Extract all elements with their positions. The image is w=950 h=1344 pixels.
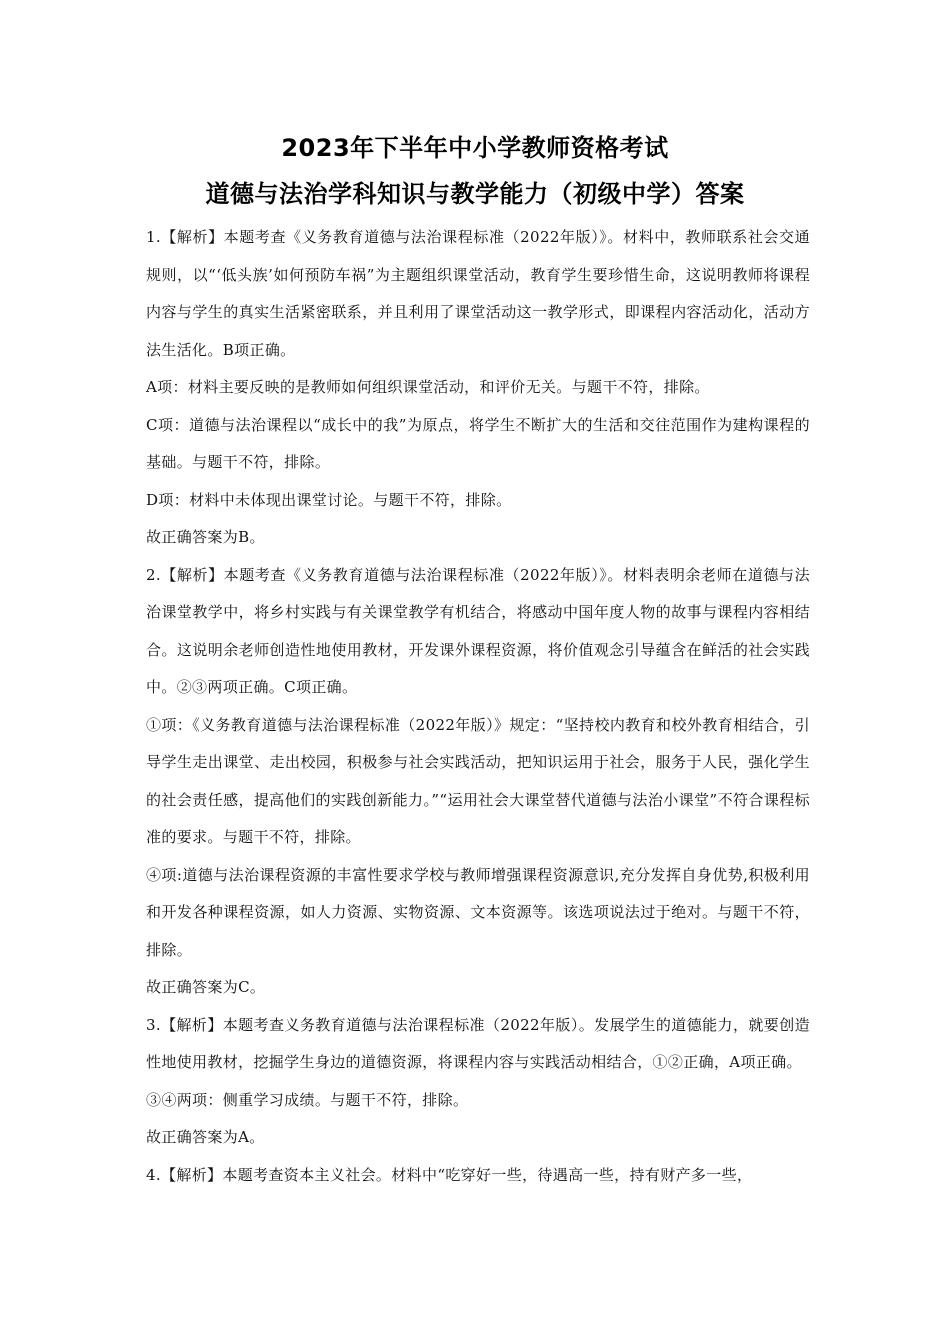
answer-2-analysis: 2.【解析】本题考查《义务教育道德与法治课程标准（2022年版）》。材料表明余老师在道德与法治课堂教学中，将乡村实践与有关课堂教学有机结合，将感动中国年度人物的故事与课程内容相结合。这说明余老师创造性地使用教材，开发课外课程资源，将价值观念引导蕴含在鲜活的社会实践中。②③两项正确。C项正确。	[146, 565, 810, 696]
document-title: 2023年下半年中小学教师资格考试	[281, 134, 669, 162]
answer-content	[146, 219, 810, 1194]
answer-3-items-3-4: ③④两项：侧重学习成绩。与题干不符，排除。	[146, 1090, 469, 1109]
answer-1-analysis: 1.【解析】本题考查《义务教育道德与法治课程标准（2022年版）》。材料中，教师联系社会交通规则，以“‘低头族’如何预防车祸”为主题组织课堂活动，教育学生要珍惜生命，这说明教师将课程内容与学生的真实生活紧密联系，并且利用了课堂活动这一教学形式，即课程内容活动化，活动方法生活化。B项正确。	[146, 228, 810, 359]
answer-2-item-4: ④项:道德与法治课程资源的丰富性要求学校与教师增强课程资源意识,充分发挥自身优势,积极利用和开发各种课程资源，如人力资源、实物资源、文本资源等。该选项说法过于绝对。与题干不符，排除。	[146, 865, 810, 959]
answer-2-conclusion: 故正确答案为C。	[146, 978, 266, 996]
answer-1-option-a: A项：材料主要反映的是教师如何组织课堂活动，和评价无关。与题干不符，排除。	[146, 378, 710, 396]
answer-3-analysis: 3.【解析】本题考查义务教育道德与法治课程标准（2022年版）。发展学生的道德能力，就要创造性地使用教材，挖掘学生身边的道德资源，将课程内容与实践活动相结合，①②正确，A项正确。	[146, 1015, 810, 1071]
answer-1-conclusion: 故正确答案为B。	[146, 528, 265, 546]
answer-3-conclusion: 故正确答案为A。	[146, 1128, 265, 1146]
answer-1-option-c: C项：道德与法治课程以“成长中的我”为原点，将学生不断扩大的生活和交往范围作为建构课程的基础。与题干不符，排除。	[146, 415, 810, 471]
answer-2-item-1: ①项：《义务教育道德与法治课程标准（2022年版）》规定：“坚持校内教育和校外教育相结合，引导学生走出课堂、走出校园，积极参与社会实践活动，把知识运用于社会，服务于人民，强化学生的社会责任感，提高他们的实践创新能力。”“运用社会大课堂替代道德与法治小课堂”不符合课程标准的要求。与题干不符，排除。	[146, 715, 810, 846]
answer-4-analysis: 4.【解析】本题考查资本主义社会。材料中“吃穿好一些，待遇高一些，持有财产多一些，	[146, 1165, 753, 1184]
document-subtitle: 道德与法治学科知识与教学能力（初级中学）答案	[205, 180, 745, 208]
answer-1-option-d: D项：材料中未体现出课堂讨论。与题干不符，排除。	[146, 490, 512, 509]
